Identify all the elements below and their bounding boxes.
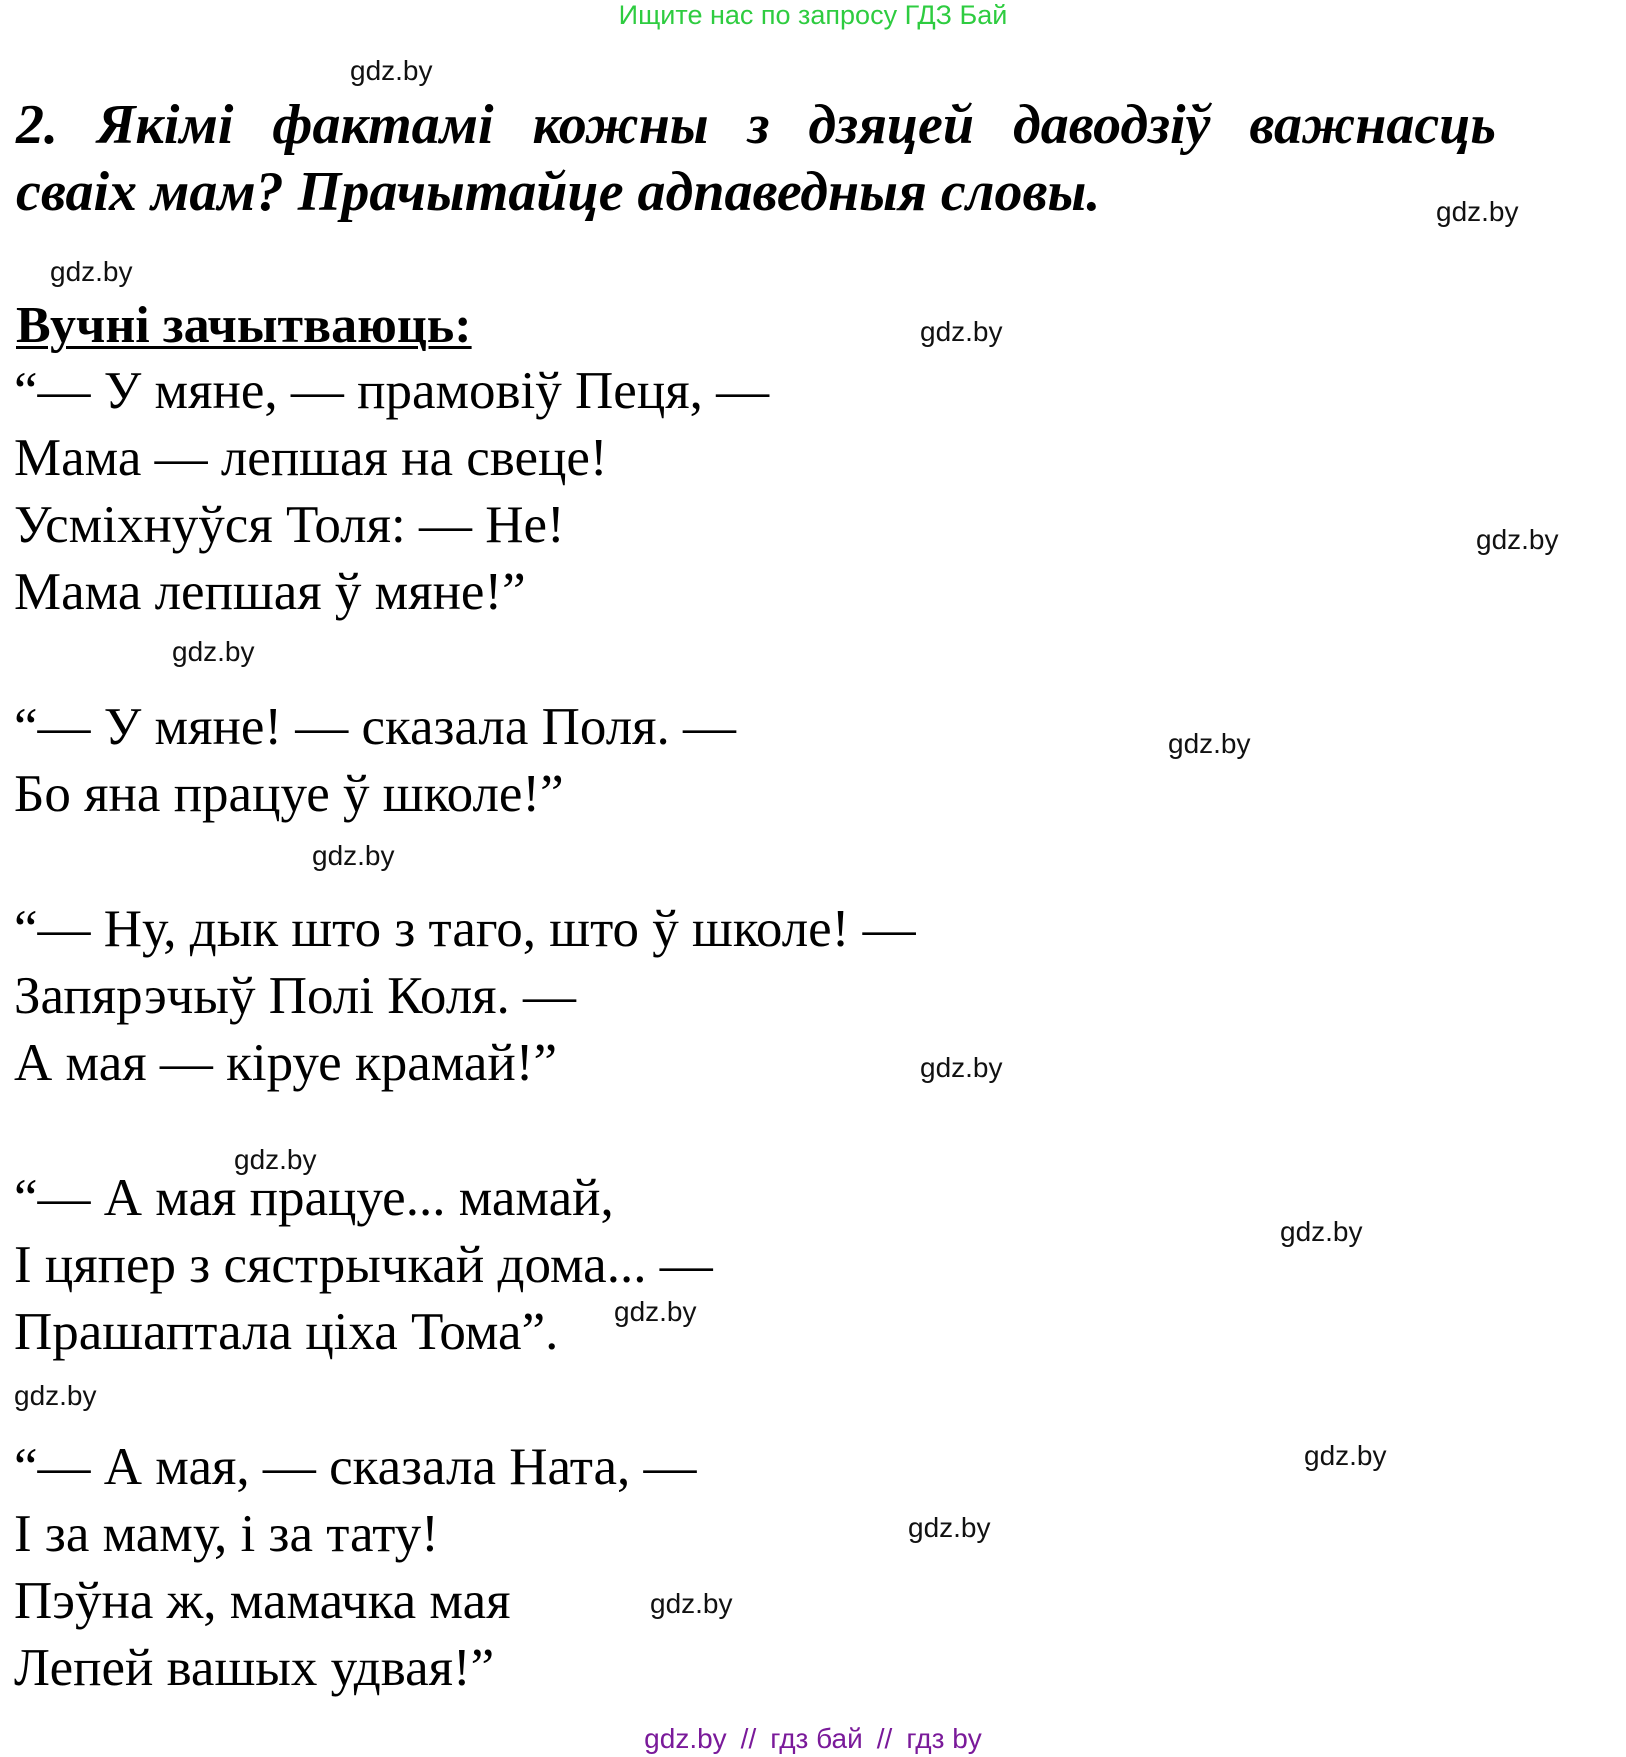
watermark: gdz.by: [650, 1588, 733, 1619]
watermark: gdz.by: [172, 636, 255, 667]
verse-line: Лепей вашых удвая!”: [14, 1639, 495, 1697]
task-text-line-1: 2. Якімі фактамі кожны з дзяцей даводзіў важнасць: [16, 94, 1496, 156]
footer-separator: //: [740, 1723, 757, 1754]
watermark: gdz.by: [1304, 1440, 1387, 1471]
footer-link-gdz-by-cyr[interactable]: гдз by: [906, 1723, 982, 1754]
watermark: gdz.by: [50, 256, 133, 287]
search-banner: Ищите нас по запросу ГДЗ Бай: [618, 0, 1008, 30]
verse-line: Мама лепшая ў мяне!”: [14, 563, 526, 621]
task-text-line-2: сваіх мам? Прачытайце адпаведныя словы.: [16, 161, 1101, 223]
watermark: gdz.by: [908, 1512, 991, 1543]
footer-link-gdz-bai[interactable]: гдз бай: [770, 1723, 863, 1754]
verse-line: Усміхнуўся Толя: — Не!: [14, 496, 565, 554]
verse-line: А мая — кіруе крамай!”: [14, 1034, 557, 1092]
footer-link-gdz-by[interactable]: gdz.by: [644, 1723, 727, 1754]
watermark: gdz.by: [614, 1296, 697, 1327]
verse-line: Бо яна працуе ў школе!”: [14, 765, 564, 823]
verse-line: Прашаптала ціха Тома”.: [14, 1303, 559, 1361]
watermark: gdz.by: [312, 840, 395, 871]
watermark: gdz.by: [234, 1144, 317, 1175]
watermark: gdz.by: [14, 1380, 97, 1411]
section-heading: Вучні зачытваюць:: [16, 297, 472, 354]
watermark: gdz.by: [1168, 728, 1251, 759]
verse-line: “— Ну, дык што з таго, што ў школе! —: [14, 900, 916, 958]
watermark: gdz.by: [1280, 1216, 1363, 1247]
verse-line: “— А мая, — сказала Ната, —: [14, 1438, 697, 1496]
verse-line: “— У мяне, — прамовіў Пеця, —: [14, 362, 770, 420]
watermark: gdz.by: [920, 316, 1003, 347]
watermark: gdz.by: [350, 55, 433, 86]
footer-separator: //: [876, 1723, 893, 1754]
verse-line: Пэўна ж, мамачка мая: [14, 1572, 511, 1630]
watermark: gdz.by: [920, 1052, 1003, 1083]
verse-line: І за маму, і за тату!: [14, 1505, 439, 1563]
verse-line: Запярэчыў Полі Коля. —: [14, 967, 577, 1025]
watermark: gdz.by: [1436, 196, 1519, 227]
watermark: gdz.by: [1476, 524, 1559, 555]
verse-line: “— А мая працуе... мамай,: [14, 1169, 614, 1227]
verse-line: “— У мяне! — сказала Поля. —: [14, 698, 737, 756]
footer-links: [0, 1723, 1626, 1755]
verse-line: І цяпер з сястрычкай дома... —: [14, 1236, 713, 1294]
verse-line: Мама — лепшая на свеце!: [14, 429, 608, 487]
